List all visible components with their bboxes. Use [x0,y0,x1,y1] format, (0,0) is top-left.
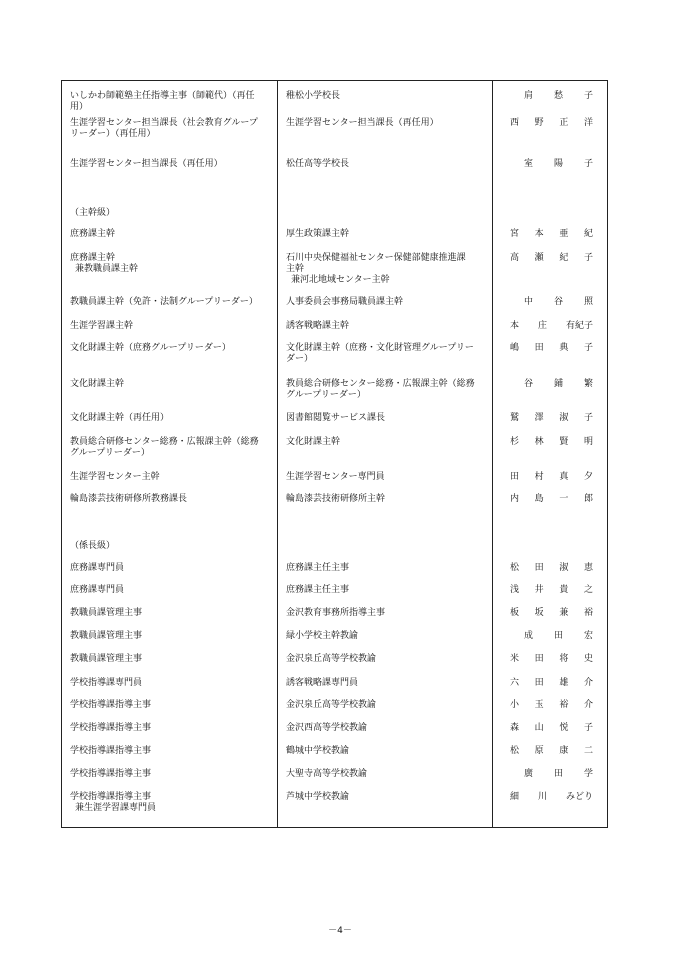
name-part: 貴 [559,585,569,595]
person-name [504,631,599,642]
new-position-line: （係長級） [70,541,116,551]
name-part: 西 [510,118,520,128]
new-position-line: いしかわ師範塾主任指導主事（師範代）（再任 [70,91,255,101]
former-position [286,654,488,665]
new-position [70,769,275,780]
former-position [286,700,488,711]
former-position [286,437,488,448]
name-part: 林 [534,437,544,447]
name-part: 淑 [559,563,569,573]
new-position-line: 教員総合研修センター総務・広報課主幹（総務 [70,437,259,447]
name-part: 嶋 [510,343,520,353]
name-part: 賢 [559,437,569,447]
name-part: 成 [524,631,534,641]
name-part: 澤 [534,413,544,423]
person-name [504,379,599,390]
name-part: 田 [534,678,544,688]
new-position-line: 輪島漆芸技術研修所教務課長 [70,494,188,504]
name-part: 谷 [524,379,534,389]
new-position-line: 学校指導課指導主事 [70,700,152,710]
former-position-line: グループリーダー） [286,390,366,400]
name-part: 紀 [559,253,569,263]
name-part: 小 [510,700,520,710]
former-position-line: 金沢教育事務所指導主事 [286,608,386,618]
name-part: 宮 [510,229,520,239]
person-name [504,746,599,757]
former-position-line: 教員総合研修センター総務・広報課主幹（総務 [286,379,475,389]
former-position-line: 金沢泉丘高等学校教諭 [286,700,377,710]
new-position-line: 生涯学習課主幹 [70,321,134,331]
name-part: 有紀子 [565,321,593,331]
person-name [504,563,599,574]
name-part: 鋪 [553,379,563,389]
name-part: 田 [534,654,544,664]
name-part: 愁 [553,91,563,101]
new-position [70,343,275,354]
name-part: 史 [583,654,593,664]
name-part: 照 [583,297,593,307]
new-position [70,585,275,596]
former-position [286,321,488,332]
former-position-line: ダー） [286,354,314,364]
new-position-line: 庶務課主幹 [70,229,116,239]
person-name [504,494,599,505]
new-position-line: 学校指導課指導主事 [70,792,152,802]
person-name [504,343,599,354]
person-name [504,700,599,711]
former-position [286,118,488,129]
new-position [70,608,275,619]
person-name [504,792,599,803]
name-part: 裕 [583,608,593,618]
name-part: 坂 [534,608,544,618]
former-position-line: 厚生政策課主幹 [286,229,350,239]
name-part: 将 [559,654,569,664]
name-part: 杉 [510,437,520,447]
new-position-line: 教職員課管理主事 [70,654,143,664]
new-position [70,437,275,459]
new-position [70,91,275,113]
name-part: 恵 [583,563,593,573]
name-part: 正 [559,118,569,128]
new-position-line: 教職員課主幹（免許・法制グループリーダー） [70,297,258,307]
personnel-table [61,80,608,828]
former-position [286,472,488,483]
new-position-line: 生涯学習センター担当課長（再任用） [70,159,223,169]
person-name [504,472,599,483]
former-position-line: 生涯学習センター専門員 [286,472,385,482]
name-part: 森 [510,723,520,733]
name-part: 庄 [537,321,547,331]
former-position-line: 緑小学校主幹教諭 [286,631,359,641]
new-position-line: 学校指導課指導主事 [70,769,152,779]
name-part: 浅 [510,585,520,595]
new-position-line: グループリーダー） [70,448,150,458]
name-part: 康 [559,746,569,756]
former-position-line: 庶務課主任主事 [286,563,350,573]
name-part: 井 [534,585,544,595]
name-part: 肩 [524,91,534,101]
name-part: 洋 [583,118,593,128]
new-position-line: 生涯学習センター担当課長（社会教育グループ [70,118,258,128]
new-position [70,792,275,814]
name-part: 田 [534,563,544,573]
new-position [70,413,275,424]
section-heading [70,208,275,219]
column-divider [492,81,493,827]
name-part: 内 [510,494,520,504]
person-name [504,91,599,102]
person-name [504,297,599,308]
name-part: 本 [510,321,520,331]
new-position [70,297,275,308]
name-part: 介 [583,700,593,710]
former-position-line: 人事委員会事務局職員課主幹 [286,297,404,307]
new-position [70,494,275,505]
former-position-line: 大聖寺高等学校教諭 [286,769,368,779]
new-position-line: 文化財課主幹（庶務グループリーダー） [70,343,231,353]
name-part: 原 [534,746,544,756]
name-part: 真 [559,472,569,482]
name-part: 中 [524,297,534,307]
person-name [504,229,599,240]
former-position-line: 誘客戦略課主幹 [286,321,350,331]
former-position-line: 生涯学習センター担当課長（再任用） [286,118,439,128]
new-position-line: リーダー）（再任用） [70,129,156,139]
former-position [286,253,488,286]
former-position [286,343,488,365]
former-position-line: 芦城中学校教諭 [286,792,350,802]
person-name [504,321,599,332]
person-name [504,654,599,665]
name-part: 松 [510,746,520,756]
new-position-line: 学校指導課指導主事 [70,746,152,756]
name-part: 紀 [583,229,593,239]
new-position-line: 兼生涯学習課専門員 [75,803,157,813]
former-position-line: 鶴城中学校教諭 [286,746,350,756]
name-part: 田 [553,769,563,779]
person-name [504,585,599,596]
name-part: 悦 [559,723,569,733]
former-position [286,159,488,170]
name-part: 兼 [559,608,569,618]
new-position-line: 兼教職員課主幹 [75,264,139,274]
name-part: 子 [583,723,593,733]
former-position-line: 文化財課主幹 [286,437,341,447]
name-part: 介 [583,678,593,688]
name-part: 山 [534,723,544,733]
name-part: 宏 [583,631,593,641]
new-position [70,563,275,574]
former-position [286,585,488,596]
column-divider [277,81,278,827]
name-part: 谷 [553,297,563,307]
former-position [286,746,488,757]
former-position [286,297,488,308]
person-name [504,437,599,448]
new-position [70,253,275,275]
person-name [504,678,599,689]
name-part: 高 [510,253,520,263]
person-name [504,413,599,424]
former-position-line: 文化財課主幹（庶務・文化財管理グループリー [286,343,474,353]
new-position-line: 庶務課主幹 [70,253,116,263]
new-position [70,159,275,170]
new-position-line: 教職員課管理主事 [70,608,143,618]
name-part: 板 [510,608,520,618]
new-position [70,700,275,711]
name-part: 亜 [559,229,569,239]
new-position [70,321,275,332]
new-position-line: 用） [70,102,89,112]
new-position [70,631,275,642]
name-part: 典 [559,343,569,353]
new-position [70,379,275,390]
name-part: 明 [583,437,593,447]
new-position-line: 庶務課専門員 [70,563,125,573]
name-part: 野 [534,118,544,128]
name-part: 田 [553,631,563,641]
name-part: 陽 [553,159,563,169]
name-part: 島 [534,494,544,504]
name-part: 子 [583,343,593,353]
name-part: 六 [510,678,520,688]
name-part: 田 [534,343,544,353]
name-part: 松 [510,563,520,573]
name-part: 二 [583,746,593,756]
new-position [70,654,275,665]
new-position-line: 学校指導課指導主事 [70,723,152,733]
new-position-line: 文化財課主幹 [70,379,125,389]
name-part: 田 [510,472,520,482]
name-part: 繁 [583,379,593,389]
former-position-line: 金沢泉丘高等学校教諭 [286,654,377,664]
new-position [70,746,275,757]
name-part: 子 [583,159,593,169]
person-name [504,159,599,170]
former-position [286,379,488,401]
former-position [286,792,488,803]
name-part: みどり [565,792,593,802]
former-position [286,631,488,642]
name-part: 一 [559,494,569,504]
former-position-line: 松任高等学校長 [286,159,350,169]
former-position-line: 図書館閲覧サービス課長 [286,413,386,423]
former-position [286,229,488,240]
name-part: 之 [583,585,593,595]
former-position [286,413,488,424]
new-position [70,723,275,734]
former-position [286,769,488,780]
name-part: 村 [534,472,544,482]
name-part: 本 [534,229,544,239]
former-position-line: 兼河北地域センター主幹 [291,275,390,285]
name-part: 雄 [559,678,569,688]
name-part: 学 [583,769,593,779]
new-position-line: 生涯学習センター主幹 [70,472,160,482]
person-name [504,608,599,619]
former-position [286,678,488,689]
new-position [70,229,275,240]
former-position-line: 主幹 [286,264,305,274]
former-position [286,563,488,574]
page-number: －4－ [328,926,352,936]
name-part: 川 [537,792,547,802]
name-part: 玉 [534,700,544,710]
name-part: 子 [583,413,593,423]
former-position-line: 稚松小学校長 [286,91,341,101]
new-position [70,472,275,483]
name-part: 瀬 [534,253,544,263]
name-part: 淑 [559,413,569,423]
former-position [286,723,488,734]
new-position-line: 文化財課主幹（再任用） [70,413,170,423]
name-part: 米 [510,654,520,664]
name-part: 郎 [583,494,593,504]
former-position [286,608,488,619]
new-position-line: 教職員課管理主事 [70,631,143,641]
former-position-line: 石川中央保健福祉センター保健部健康推進課 [286,253,466,263]
new-position-line: 学校指導課専門員 [70,678,143,688]
person-name [504,253,599,264]
new-position-line: （主幹級） [70,208,116,218]
name-part: 室 [524,159,534,169]
person-name [504,769,599,780]
new-position [70,118,275,140]
name-part: 鷲 [510,413,520,423]
name-part: 子 [583,91,593,101]
person-name [504,723,599,734]
name-part: 細 [510,792,520,802]
name-part: 廣 [524,769,534,779]
name-part: 裕 [559,700,569,710]
former-position [286,494,488,505]
name-part: 子 [583,253,593,263]
former-position-line: 金沢西高等学校教諭 [286,723,368,733]
section-heading [70,541,275,552]
new-position [70,678,275,689]
former-position [286,91,488,102]
former-position-line: 輪島漆芸技術研修所主幹 [286,494,386,504]
former-position-line: 庶務課主任主事 [286,585,350,595]
new-position-line: 庶務課専門員 [70,585,125,595]
name-part: 夕 [583,472,593,482]
person-name [504,118,599,129]
former-position-line: 誘客戦略課専門員 [286,678,359,688]
